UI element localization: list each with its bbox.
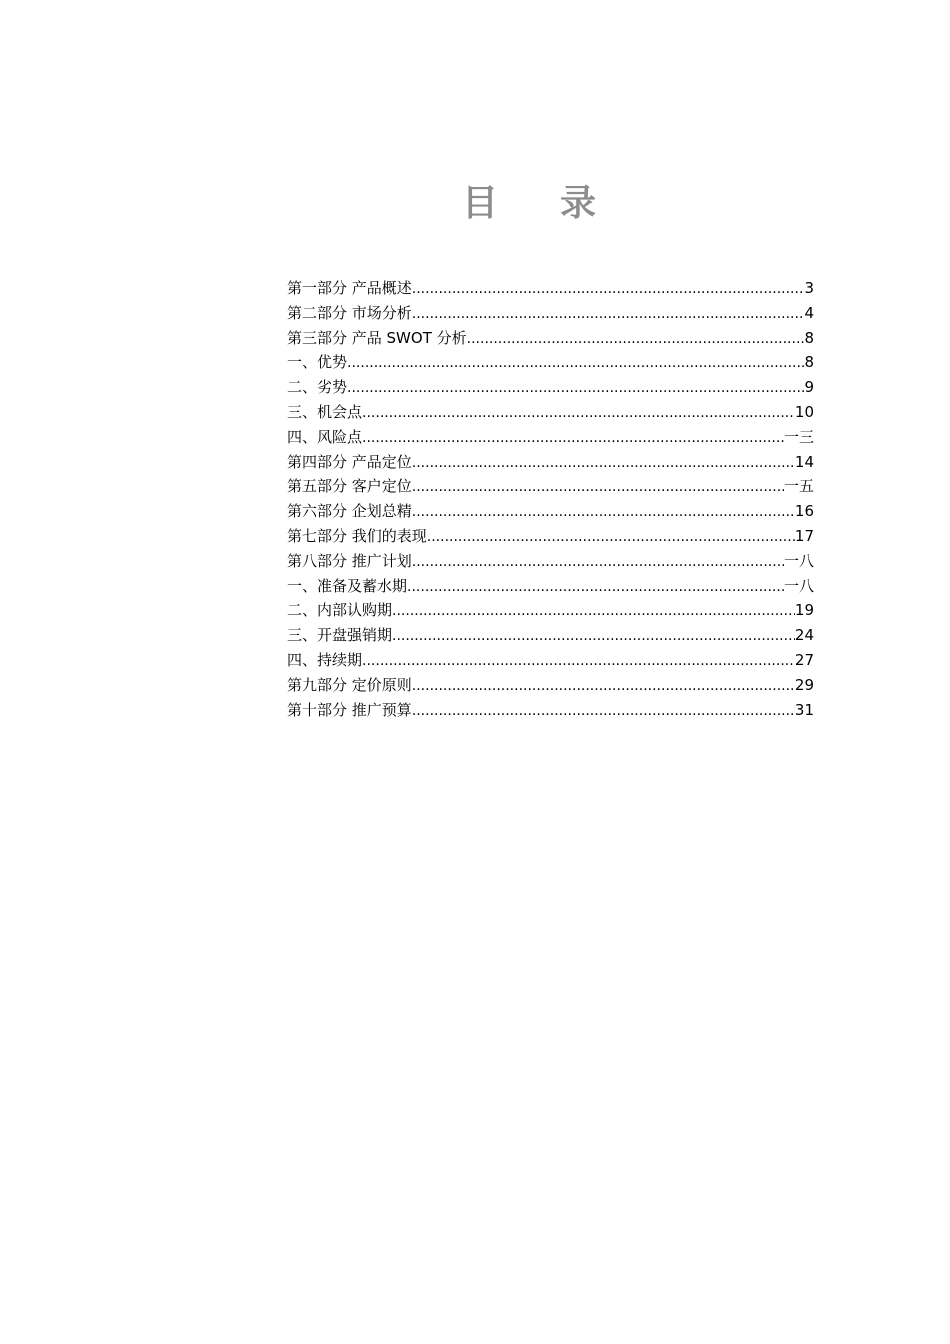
toc-entry-page: 29 [794, 675, 814, 694]
toc-entry[interactable] [287, 450, 814, 475]
toc-entry-page: 10 [794, 402, 814, 421]
page-title: 目录 [461, 183, 658, 224]
toc-entry-page: 14 [794, 452, 814, 471]
toc-leader-dots [407, 575, 784, 600]
toc-entry[interactable] [287, 400, 814, 425]
toc-leader-dots [412, 699, 795, 724]
toc-leader-dots [392, 599, 795, 624]
toc-entry[interactable] [287, 598, 814, 623]
toc-leader-dots [347, 351, 804, 376]
toc-entry-page: 一三 [783, 427, 814, 446]
toc-entry-title: 四、风险点 [287, 427, 363, 446]
toc-entry[interactable] [287, 326, 814, 351]
toc-entry[interactable] [287, 350, 814, 375]
toc-entry[interactable] [287, 623, 814, 648]
toc-entry-title: 第四部分 产品定位 [287, 452, 412, 471]
toc-entry-title: 第八部分 推广计划 [287, 551, 412, 570]
toc-entry-title: 第九部分 定价原则 [287, 675, 412, 694]
toc-entry-title: 第十部分 推广预算 [287, 700, 412, 719]
toc-leader-dots [392, 624, 795, 649]
toc-entry-title: 第一部分 产品概述 [287, 279, 412, 297]
toc-entry[interactable] [287, 574, 814, 599]
toc-entry-page: 3 [804, 279, 814, 297]
toc-entry-page: 19 [794, 601, 814, 620]
toc-leader-dots [412, 451, 795, 476]
toc-entry[interactable] [287, 301, 814, 326]
table-of-contents [287, 276, 814, 722]
toc-entry-page: 31 [794, 700, 814, 719]
toc-entry[interactable] [287, 375, 814, 400]
toc-leader-dots [412, 277, 805, 302]
toc-entry-title: 一、准备及蓄水期 [287, 576, 408, 595]
toc-entry[interactable] [287, 698, 814, 723]
toc-entry-page: 8 [804, 328, 814, 347]
toc-leader-dots [412, 302, 805, 327]
toc-entry-page: 一八 [783, 551, 814, 570]
toc-entry-title: 第二部分 市场分析 [287, 303, 412, 322]
toc-leader-dots [427, 525, 795, 550]
toc-leader-dots [412, 674, 795, 699]
toc-entry-page: 27 [794, 650, 814, 669]
toc-entry[interactable] [287, 524, 814, 549]
toc-leader-dots [362, 649, 795, 674]
toc-leader-dots [412, 550, 784, 575]
toc-entry-title: 四、持续期 [287, 650, 363, 669]
toc-entry-title: 第三部分 产品 SWOT 分析 [287, 328, 467, 347]
toc-entry[interactable] [287, 425, 814, 450]
toc-leader-dots [347, 376, 804, 401]
toc-entry-title: 二、内部认购期 [287, 601, 393, 620]
toc-entry-title: 二、劣势 [287, 378, 348, 397]
toc-entry-page: 4 [804, 303, 814, 322]
toc-leader-dots [412, 500, 795, 525]
toc-entry-title: 第七部分 我们的表现 [287, 526, 427, 545]
toc-entry-title: 三、开盘强销期 [287, 626, 393, 645]
toc-entry-page: 一八 [783, 576, 814, 595]
toc-leader-dots [362, 401, 795, 426]
toc-entry-page: 8 [804, 353, 814, 372]
toc-entry[interactable] [287, 276, 814, 301]
toc-leader-dots [467, 327, 805, 352]
toc-entry-page: 9 [804, 378, 814, 397]
toc-entry-page: 16 [794, 502, 814, 521]
toc-entry[interactable] [287, 648, 814, 673]
toc-entry-page: 24 [794, 626, 814, 645]
toc-entry-title: 三、机会点 [287, 402, 363, 421]
toc-leader-dots [362, 426, 784, 451]
toc-leader-dots [412, 475, 784, 500]
toc-entry-title: 第五部分 客户定位 [287, 477, 412, 496]
toc-entry-page: 一五 [783, 477, 814, 496]
toc-entry[interactable] [287, 549, 814, 574]
toc-entry[interactable] [287, 474, 814, 499]
toc-entry-title: 一、优势 [287, 353, 348, 372]
toc-entry-title: 第六部分 企划总精 [287, 502, 412, 521]
toc-entry-page: 17 [794, 526, 814, 545]
toc-entry[interactable] [287, 499, 814, 524]
toc-entry[interactable] [287, 673, 814, 698]
